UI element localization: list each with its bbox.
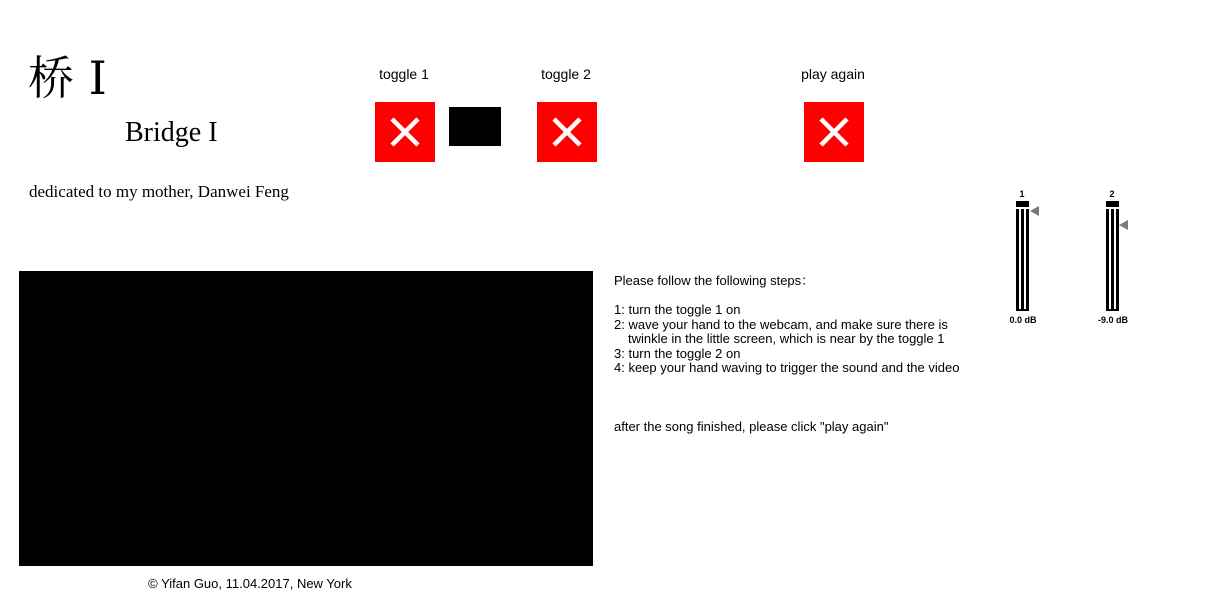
copyright-text: © Yifan Guo, 11.04.2017, New York [148,576,352,591]
toggle-1-label: toggle 1 [379,66,429,82]
step-4: 4: keep your hand waving to trigger the sound and the video [614,360,960,375]
step-2-continued: twinkle in the little screen, which is near by the toggle 1 [628,331,945,346]
instructions-heading: Please follow the following steps： [614,273,815,288]
title-english: Bridge I [125,117,218,148]
twinkle-screen [449,107,501,146]
meter-1-gain-readout: 0.0 dB [1009,315,1037,325]
step-2: 2: wave your hand to the webcam, and make sure there is [614,316,948,332]
toggle-2-label: toggle 2 [541,66,591,82]
meter-2-gain-readout: -9.0 dB [1097,315,1128,325]
meter-1-label: 1 [1019,189,1025,199]
step-3: 3: turn the toggle 2 on [614,345,741,361]
close-icon [804,102,864,162]
play-again-label: play again [801,66,865,82]
title-chinese: 桥 I [28,51,107,105]
meter-1-level-bar [1016,201,1029,311]
meter-2-gain-slider[interactable] [1119,220,1128,230]
meter-1-gain-slider[interactable] [1030,206,1039,216]
toggle-1-button[interactable] [375,102,435,162]
play-again-button[interactable] [804,102,864,162]
video-display [19,271,593,566]
close-icon [537,102,597,162]
dedication-text: dedicated to my mother, Danwei Feng [29,182,289,201]
meter-2-level-bar [1106,201,1119,311]
close-icon [375,102,435,162]
step-1: 1: turn the toggle 1 on [614,302,741,317]
instructions-block [614,274,994,376]
meter-2-label: 2 [1109,189,1115,199]
toggle-2-button[interactable] [537,102,597,162]
after-song-text: after the song finished, please click "play again" [614,419,889,434]
